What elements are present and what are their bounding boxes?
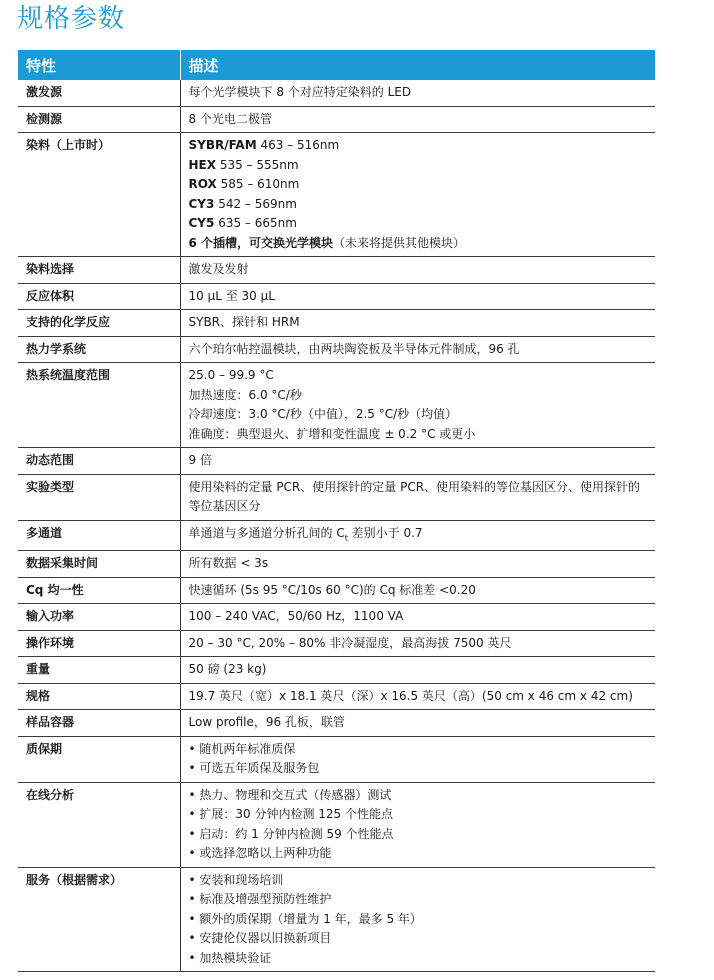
page-title: 规格参数 <box>17 4 126 34</box>
dye-range: 585 – 610nm <box>220 177 300 191</box>
description-line: • 标准及增强型预防性维护 <box>188 892 332 907</box>
description-cell <box>180 310 655 337</box>
table-row <box>18 310 655 337</box>
dye-name: ROX <box>188 177 217 191</box>
feature-cell: 多通道 <box>18 520 180 551</box>
description-cell <box>180 867 655 972</box>
feature-cell: 样品容器 <box>18 710 180 737</box>
table-row <box>18 363 655 448</box>
dye-line <box>189 136 652 156</box>
dye-line <box>189 156 652 176</box>
description-cell <box>180 782 655 867</box>
dye-range: 535 – 555nm <box>219 157 299 172</box>
table-row <box>18 551 655 578</box>
dye-name: CY3 <box>188 196 215 211</box>
table-row <box>18 604 655 631</box>
feature-cell: 实验类型 <box>18 474 180 520</box>
feature-cell: 质保期 <box>18 736 180 782</box>
description-line: 快速循环 (5s 95 °C/10s 60 °C)的 Cq 标准差 <0.20 <box>188 582 476 597</box>
description-cell <box>180 106 655 133</box>
table-row <box>18 736 655 782</box>
dye-range: 463 – 516nm <box>260 138 340 152</box>
description-cell <box>180 283 655 310</box>
description-cell <box>180 630 655 657</box>
description-line: 所有数据 < 3s <box>188 556 269 571</box>
multichannel-text: 单通道与多通道分析孔间的 $C_t$ 差别小于 0.7 <box>188 525 423 542</box>
table-row <box>18 520 655 551</box>
description-cell <box>180 736 655 782</box>
table-row <box>18 133 655 257</box>
description-line: 六个珀尔帖控温模块，由两块陶瓷板及半导体元件制成，96 孔 <box>188 341 520 356</box>
feature-cell: Cq 均一性 <box>18 577 180 604</box>
description-line: • 额外的质保期（增量为 1 年，最多 5 年） <box>188 911 422 926</box>
description-line: • 热力、物理和交互式（传感器）测试 <box>188 787 392 802</box>
column-header-description: 描述 <box>180 50 655 80</box>
table-row <box>18 448 655 475</box>
feature-cell: 染料（上市时） <box>18 133 180 257</box>
dye-name: CY5 <box>188 216 215 230</box>
description-line: SYBR、探针和 HRM <box>188 315 300 329</box>
description-cell <box>180 448 655 475</box>
table-header-row <box>18 50 655 80</box>
description-cell <box>180 133 655 257</box>
description-line: 准确度：典型退火、扩增和变性温度 ± 0.2 °C 或更小 <box>188 426 476 441</box>
dye-note-bold: 6 个插槽，可交换光学模块 <box>188 235 334 250</box>
description-line: • 安捷伦仪器以旧换新项目 <box>188 931 332 946</box>
description-cell <box>180 363 655 448</box>
feature-cell: 规格 <box>18 683 180 710</box>
table-row <box>18 474 655 520</box>
description-line: 9 倍 <box>188 453 212 467</box>
description-line: 每个光学模块下 8 个对应特定染料的 LED <box>188 85 412 99</box>
dye-line <box>189 214 652 234</box>
dye-line <box>189 195 652 215</box>
description-cell <box>180 520 655 551</box>
table-row <box>18 657 655 684</box>
table-row <box>18 577 655 604</box>
dye-note <box>189 234 652 254</box>
description-line: • 启动：约 1 分钟内检测 59 个性能点 <box>188 826 394 841</box>
description-text: 使用染料的定量 PCR、使用探针的定量 PCR、使用染料的等位基因区分、使用探针的等位基因区分 <box>188 479 641 513</box>
feature-cell: 支持的化学反应 <box>18 310 180 337</box>
description-line: 20 – 30 °C, 20% – 80% 非冷凝湿度，最高海拔 7500 英尺 <box>188 635 512 650</box>
table-row <box>18 683 655 710</box>
table-row <box>18 80 655 106</box>
feature-cell: 动态范围 <box>18 448 180 475</box>
description-cell <box>180 710 655 737</box>
description-line: 10 µL 至 30 µL <box>188 288 275 303</box>
description-line: • 扩展：30 分钟内检测 125 个性能点 <box>188 807 394 822</box>
table-row <box>18 782 655 867</box>
description-cell <box>180 683 655 710</box>
table-row <box>18 630 655 657</box>
feature-cell: 服务（根据需求） <box>18 867 180 972</box>
description-line: 50 磅 (23 kg) <box>188 662 267 677</box>
table-row <box>18 867 655 972</box>
feature-cell: 激发源 <box>18 80 180 106</box>
description-line: Low profile，96 孔板，联管 <box>188 715 345 730</box>
dye-note-rest: （未来将提供其他模块） <box>333 235 466 250</box>
feature-cell: 反应体积 <box>18 283 180 310</box>
dye-range: 635 – 665nm <box>218 216 297 230</box>
feature-cell: 在线分析 <box>18 782 180 867</box>
feature-cell: 重量 <box>18 657 180 684</box>
dye-range: 542 – 569nm <box>218 196 297 211</box>
description-line: • 安装和现场培训 <box>188 872 284 887</box>
table-body <box>18 80 655 972</box>
description-line: • 随机两年标准质保 <box>188 741 296 756</box>
description-line: • 或选择忽略以上两种功能 <box>188 846 332 861</box>
description-line: 25.0 – 99.9 °C <box>188 368 274 382</box>
dye-name: HEX <box>188 157 216 172</box>
table-row <box>18 257 655 284</box>
feature-cell: 检测源 <box>18 106 180 133</box>
description-line: 8 个光电二极管 <box>188 111 272 126</box>
table-row <box>18 106 655 133</box>
description-cell <box>180 80 655 106</box>
description-line: 激发及发射 <box>188 262 249 276</box>
feature-cell: 染料选择 <box>18 257 180 284</box>
feature-cell: 热力学系统 <box>18 336 180 363</box>
description-cell <box>180 336 655 363</box>
description-cell <box>180 657 655 684</box>
dye-line <box>189 175 652 195</box>
table-row <box>18 710 655 737</box>
spec-table <box>18 50 655 972</box>
description-line: 加热速度：6.0 °C/秒 <box>188 387 302 402</box>
description-cell <box>180 257 655 284</box>
description-cell <box>180 551 655 578</box>
table-row <box>18 336 655 363</box>
feature-cell: 输入功率 <box>18 604 180 631</box>
description-cell <box>180 604 655 631</box>
description-cell <box>180 577 655 604</box>
description-line: • 加热模块验证 <box>188 950 272 965</box>
description-line: • 可选五年质保及服务包 <box>188 761 320 776</box>
description-cell <box>180 474 655 520</box>
dye-name: SYBR/FAM <box>188 138 257 152</box>
feature-cell: 操作环境 <box>18 630 180 657</box>
table-row <box>18 283 655 310</box>
feature-cell: 数据采集时间 <box>18 551 180 578</box>
feature-cell: 热系统温度范围 <box>18 363 180 448</box>
description-line: 19.7 英尺（宽）x 18.1 英尺（深）x 16.5 英尺（高）(50 cm x 46 cm x 42 cm) <box>188 688 633 703</box>
description-line: 100 – 240 VAC，50/60 Hz，1100 VA <box>188 609 404 624</box>
column-header-feature: 特性 <box>18 50 180 80</box>
description-line: 冷却速度：3.0 °C/秒（中值），2.5 °C/秒（均值） <box>188 407 458 421</box>
